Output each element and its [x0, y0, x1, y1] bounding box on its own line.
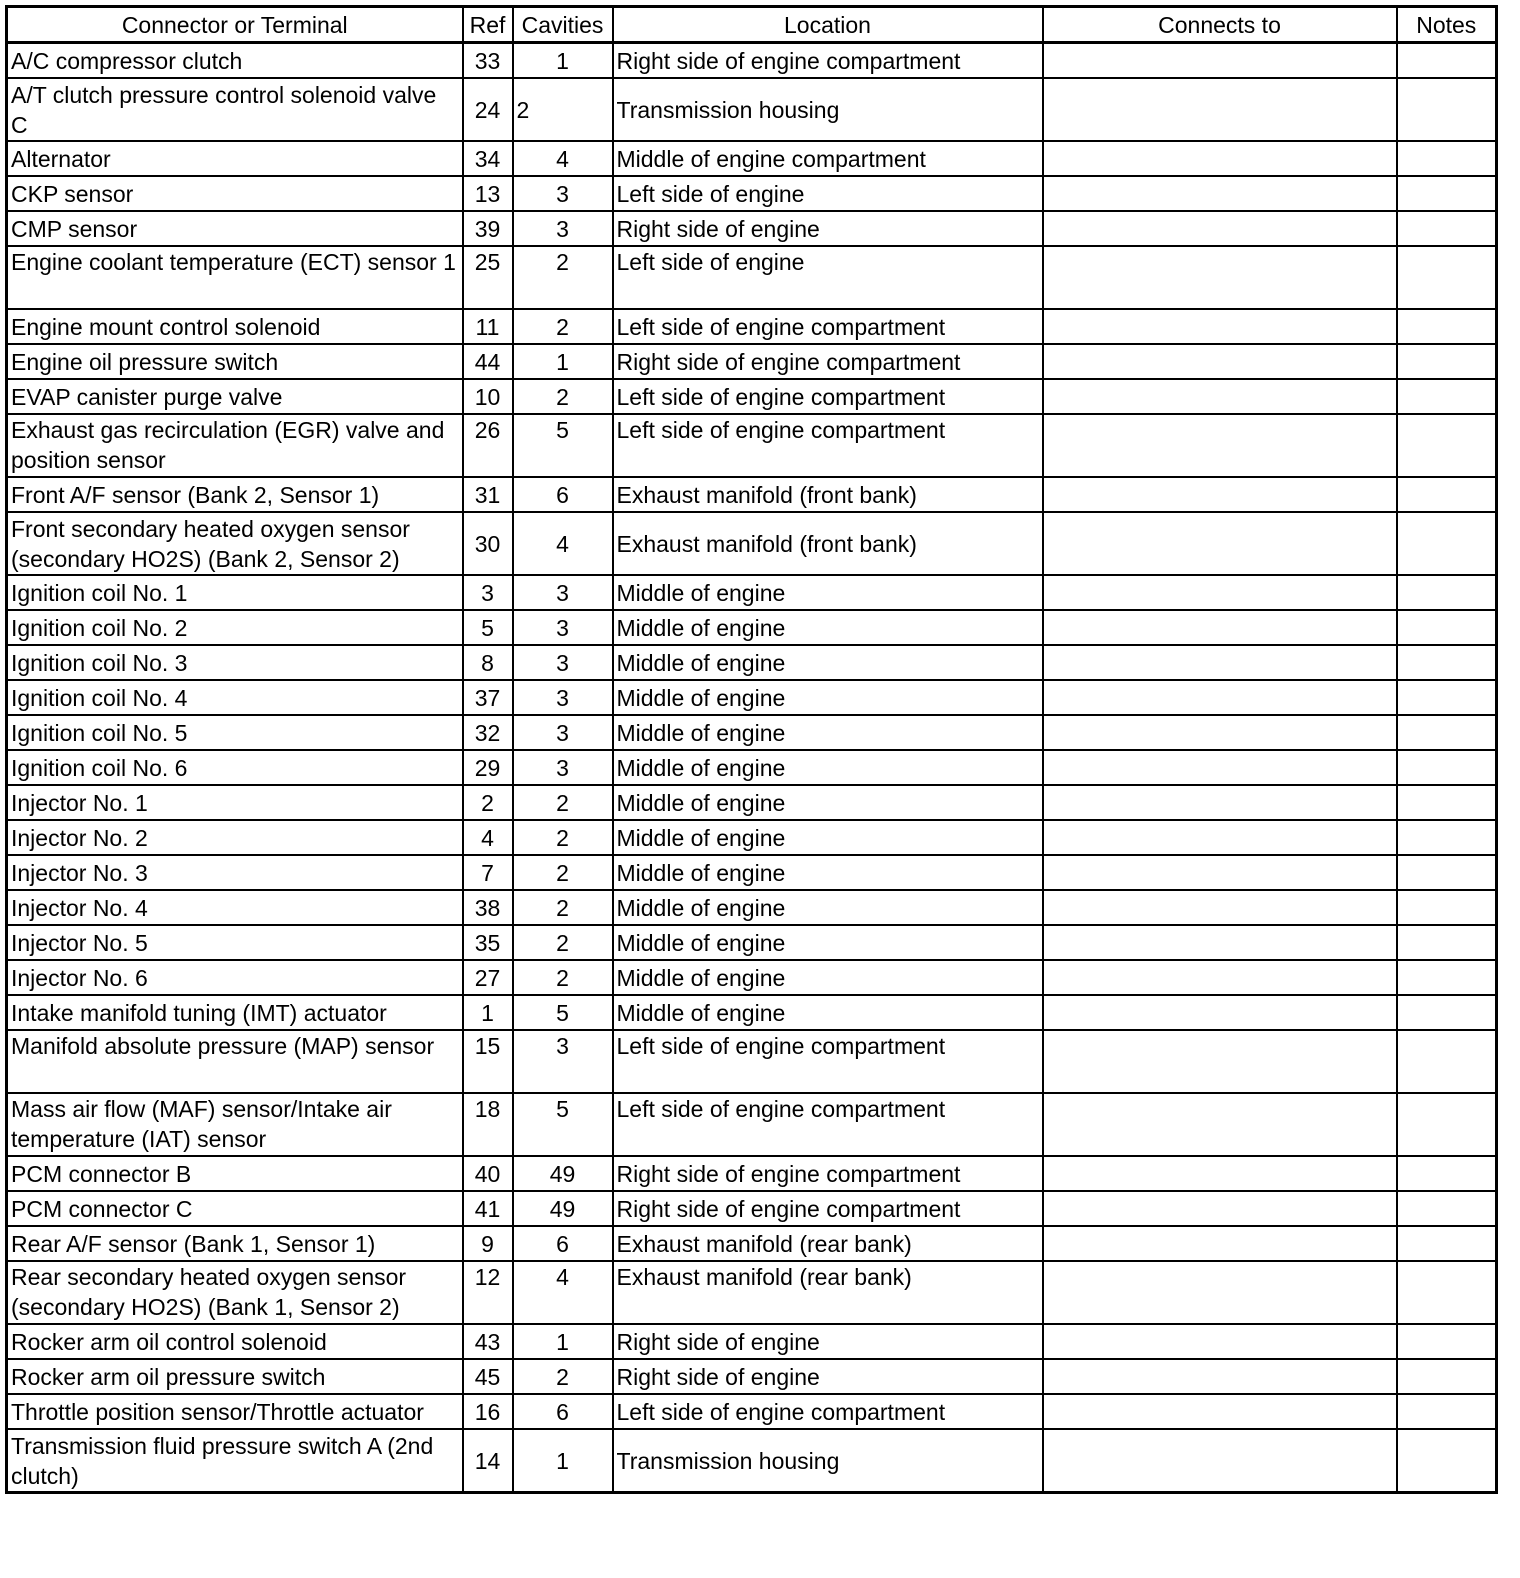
cell-connector: Alternator	[7, 141, 463, 176]
table-row	[7, 645, 1497, 680]
cell-ref: 37	[463, 680, 513, 715]
table-row	[7, 1394, 1497, 1429]
table-row	[7, 1226, 1497, 1261]
cell-ref: 40	[463, 1156, 513, 1191]
cell-connector: Rear secondary heated oxygen sensor (secondary HO2S) (Bank 1, Sensor 2)	[7, 1261, 463, 1324]
table-row	[7, 750, 1497, 785]
cell-connector: Rocker arm oil control solenoid	[7, 1324, 463, 1359]
cell-notes	[1397, 246, 1497, 309]
cell-connector: Rear A/F sensor (Bank 1, Sensor 1)	[7, 1226, 463, 1261]
cell-ref: 25	[463, 246, 513, 309]
cell-cavities: 2	[513, 820, 613, 855]
cell-location: Middle of engine compartment	[613, 141, 1043, 176]
cell-location: Middle of engine	[613, 890, 1043, 925]
cell-connects-to	[1043, 1261, 1397, 1324]
cell-location: Middle of engine	[613, 575, 1043, 610]
cell-connector: Ignition coil No. 2	[7, 610, 463, 645]
cell-location: Left side of engine	[613, 246, 1043, 309]
cell-connector: Engine oil pressure switch	[7, 344, 463, 379]
cell-cavities: 2	[513, 925, 613, 960]
cell-location: Middle of engine	[613, 715, 1043, 750]
cell-connects-to	[1043, 246, 1397, 309]
cell-connects-to	[1043, 414, 1397, 477]
cell-connects-to	[1043, 176, 1397, 211]
cell-ref: 15	[463, 1030, 513, 1093]
table-row	[7, 43, 1497, 79]
cell-location: Left side of engine compartment	[613, 309, 1043, 344]
cell-ref: 16	[463, 1394, 513, 1429]
cell-connects-to	[1043, 477, 1397, 512]
cell-notes	[1397, 715, 1497, 750]
cell-ref: 45	[463, 1359, 513, 1394]
table-row	[7, 925, 1497, 960]
cell-connector: Engine coolant temperature (ECT) sensor 1	[7, 246, 463, 309]
cell-ref: 30	[463, 512, 513, 575]
col-header-notes: Notes	[1397, 7, 1497, 43]
table-row	[7, 211, 1497, 246]
cell-connector: Front A/F sensor (Bank 2, Sensor 1)	[7, 477, 463, 512]
cell-notes	[1397, 1226, 1497, 1261]
cell-notes	[1397, 610, 1497, 645]
cell-location: Middle of engine	[613, 855, 1043, 890]
cell-ref: 34	[463, 141, 513, 176]
cell-ref: 9	[463, 1226, 513, 1261]
cell-cavities: 3	[513, 645, 613, 680]
cell-notes	[1397, 1261, 1497, 1324]
cell-cavities: 49	[513, 1156, 613, 1191]
cell-connects-to	[1043, 1093, 1397, 1156]
table-row	[7, 1191, 1497, 1226]
cell-location: Exhaust manifold (rear bank)	[613, 1226, 1043, 1261]
cell-location: Middle of engine	[613, 785, 1043, 820]
cell-notes	[1397, 309, 1497, 344]
cell-location: Middle of engine	[613, 960, 1043, 995]
table-row	[7, 855, 1497, 890]
cell-connector: Ignition coil No. 4	[7, 680, 463, 715]
cell-cavities: 3	[513, 1030, 613, 1093]
cell-location: Middle of engine	[613, 610, 1043, 645]
table-row	[7, 960, 1497, 995]
cell-connects-to	[1043, 575, 1397, 610]
table-row	[7, 1429, 1497, 1493]
cell-cavities: 6	[513, 1226, 613, 1261]
cell-cavities: 2	[513, 1359, 613, 1394]
cell-location: Right side of engine compartment	[613, 1191, 1043, 1226]
cell-connector: Front secondary heated oxygen sensor (secondary HO2S) (Bank 2, Sensor 2)	[7, 512, 463, 575]
cell-ref: 32	[463, 715, 513, 750]
cell-location: Right side of engine	[613, 1324, 1043, 1359]
cell-ref: 35	[463, 925, 513, 960]
cell-notes	[1397, 1359, 1497, 1394]
table-row	[7, 141, 1497, 176]
cell-notes	[1397, 785, 1497, 820]
cell-cavities: 5	[513, 414, 613, 477]
cell-ref: 27	[463, 960, 513, 995]
cell-cavities: 4	[513, 512, 613, 575]
cell-connects-to	[1043, 680, 1397, 715]
cell-notes	[1397, 1324, 1497, 1359]
cell-ref: 4	[463, 820, 513, 855]
cell-connector: Intake manifold tuning (IMT) actuator	[7, 995, 463, 1030]
cell-connector: Engine mount control solenoid	[7, 309, 463, 344]
cell-cavities: 3	[513, 715, 613, 750]
cell-cavities: 5	[513, 1093, 613, 1156]
cell-location: Transmission housing	[613, 1429, 1043, 1493]
col-header-ref: Ref	[463, 7, 513, 43]
cell-connects-to	[1043, 750, 1397, 785]
cell-connects-to	[1043, 715, 1397, 750]
cell-cavities: 4	[513, 141, 613, 176]
cell-connector: Throttle position sensor/Throttle actuator	[7, 1394, 463, 1429]
cell-location: Right side of engine compartment	[613, 43, 1043, 79]
cell-location: Middle of engine	[613, 645, 1043, 680]
cell-ref: 12	[463, 1261, 513, 1324]
cell-cavities: 1	[513, 43, 613, 79]
cell-ref: 10	[463, 379, 513, 414]
cell-connector: Injector No. 5	[7, 925, 463, 960]
cell-location: Middle of engine	[613, 995, 1043, 1030]
table-row	[7, 1324, 1497, 1359]
cell-cavities: 1	[513, 1324, 613, 1359]
cell-connects-to	[1043, 610, 1397, 645]
table-row	[7, 1359, 1497, 1394]
cell-connects-to	[1043, 1394, 1397, 1429]
cell-connector: PCM connector C	[7, 1191, 463, 1226]
cell-connects-to	[1043, 211, 1397, 246]
cell-notes	[1397, 995, 1497, 1030]
header-row	[7, 7, 1497, 43]
cell-ref: 7	[463, 855, 513, 890]
cell-ref: 11	[463, 309, 513, 344]
cell-location: Middle of engine	[613, 750, 1043, 785]
cell-connector: Ignition coil No. 3	[7, 645, 463, 680]
cell-ref: 44	[463, 344, 513, 379]
cell-connects-to	[1043, 890, 1397, 925]
cell-location: Left side of engine compartment	[613, 379, 1043, 414]
cell-connects-to	[1043, 1359, 1397, 1394]
table-row	[7, 1156, 1497, 1191]
cell-cavities: 3	[513, 750, 613, 785]
table-row	[7, 680, 1497, 715]
table-row	[7, 512, 1497, 575]
cell-cavities: 49	[513, 1191, 613, 1226]
cell-cavities: 2	[513, 890, 613, 925]
cell-connector: Ignition coil No. 1	[7, 575, 463, 610]
table-row	[7, 820, 1497, 855]
cell-notes	[1397, 575, 1497, 610]
cell-connector: Exhaust gas recirculation (EGR) valve and position sensor	[7, 414, 463, 477]
cell-ref: 31	[463, 477, 513, 512]
cell-notes	[1397, 141, 1497, 176]
cell-cavities: 2	[513, 960, 613, 995]
cell-location: Left side of engine compartment	[613, 1394, 1043, 1429]
cell-ref: 14	[463, 1429, 513, 1493]
cell-notes	[1397, 176, 1497, 211]
table-row	[7, 1261, 1497, 1324]
cell-connects-to	[1043, 43, 1397, 79]
cell-cavities: 1	[513, 1429, 613, 1493]
cell-connects-to	[1043, 141, 1397, 176]
cell-cavities: 2	[513, 246, 613, 309]
cell-connects-to	[1043, 309, 1397, 344]
cell-cavities: 4	[513, 1261, 613, 1324]
table-row	[7, 309, 1497, 344]
cell-notes	[1397, 344, 1497, 379]
cell-connects-to	[1043, 925, 1397, 960]
cell-cavities: 3	[513, 575, 613, 610]
cell-connector: Transmission fluid pressure switch A (2nd clutch)	[7, 1429, 463, 1493]
table-row	[7, 78, 1497, 141]
cell-connects-to	[1043, 960, 1397, 995]
cell-ref: 5	[463, 610, 513, 645]
cell-cavities: 3	[513, 176, 613, 211]
cell-notes	[1397, 379, 1497, 414]
table-row	[7, 344, 1497, 379]
cell-notes	[1397, 414, 1497, 477]
cell-connector: Injector No. 3	[7, 855, 463, 890]
cell-connects-to	[1043, 855, 1397, 890]
cell-cavities: 3	[513, 610, 613, 645]
cell-ref: 26	[463, 414, 513, 477]
cell-notes	[1397, 1030, 1497, 1093]
connector-table	[5, 5, 1498, 1494]
cell-ref: 8	[463, 645, 513, 680]
cell-cavities: 2	[513, 785, 613, 820]
cell-location: Middle of engine	[613, 680, 1043, 715]
cell-notes	[1397, 43, 1497, 79]
cell-connects-to	[1043, 995, 1397, 1030]
cell-location: Left side of engine compartment	[613, 1030, 1043, 1093]
cell-notes	[1397, 78, 1497, 141]
table-row	[7, 246, 1497, 309]
table-row	[7, 610, 1497, 645]
cell-notes	[1397, 512, 1497, 575]
cell-notes	[1397, 680, 1497, 715]
table-row	[7, 785, 1497, 820]
cell-connector: A/T clutch pressure control solenoid valve C	[7, 78, 463, 141]
cell-cavities: 6	[513, 1394, 613, 1429]
cell-cavities: 2	[513, 855, 613, 890]
cell-connector: Injector No. 4	[7, 890, 463, 925]
cell-notes	[1397, 1093, 1497, 1156]
col-header-connector: Connector or Terminal	[7, 7, 463, 43]
cell-connector: Rocker arm oil pressure switch	[7, 1359, 463, 1394]
cell-connector: CMP sensor	[7, 211, 463, 246]
table-row	[7, 1030, 1497, 1093]
cell-ref: 24	[463, 78, 513, 141]
cell-connects-to	[1043, 379, 1397, 414]
cell-cavities: 6	[513, 477, 613, 512]
cell-notes	[1397, 820, 1497, 855]
cell-connector: Mass air flow (MAF) sensor/Intake air temperature (IAT) sensor	[7, 1093, 463, 1156]
cell-location: Left side of engine compartment	[613, 1093, 1043, 1156]
cell-notes	[1397, 925, 1497, 960]
cell-location: Right side of engine	[613, 1359, 1043, 1394]
table-row	[7, 414, 1497, 477]
cell-cavities: 3	[513, 680, 613, 715]
cell-location: Transmission housing	[613, 78, 1043, 141]
cell-connects-to	[1043, 1191, 1397, 1226]
col-header-cavities: Cavities	[513, 7, 613, 43]
cell-connects-to	[1043, 785, 1397, 820]
cell-connects-to	[1043, 78, 1397, 141]
cell-connector: Injector No. 6	[7, 960, 463, 995]
cell-cavities: 2	[513, 309, 613, 344]
cell-notes	[1397, 1191, 1497, 1226]
cell-cavities: 1	[513, 344, 613, 379]
cell-location: Right side of engine	[613, 211, 1043, 246]
cell-connector: A/C compressor clutch	[7, 43, 463, 79]
cell-notes	[1397, 1156, 1497, 1191]
cell-location: Left side of engine	[613, 176, 1043, 211]
cell-location: Middle of engine	[613, 820, 1043, 855]
cell-connects-to	[1043, 344, 1397, 379]
cell-cavities: 2	[513, 78, 613, 141]
cell-ref: 1	[463, 995, 513, 1030]
cell-connector: Injector No. 2	[7, 820, 463, 855]
cell-ref: 33	[463, 43, 513, 79]
cell-location: Exhaust manifold (front bank)	[613, 477, 1043, 512]
cell-ref: 41	[463, 1191, 513, 1226]
cell-ref: 38	[463, 890, 513, 925]
cell-connector: CKP sensor	[7, 176, 463, 211]
col-header-location: Location	[613, 7, 1043, 43]
cell-location: Left side of engine compartment	[613, 414, 1043, 477]
cell-connector: Manifold absolute pressure (MAP) sensor	[7, 1030, 463, 1093]
table-row	[7, 995, 1497, 1030]
cell-connector: Ignition coil No. 5	[7, 715, 463, 750]
cell-ref: 18	[463, 1093, 513, 1156]
table-row	[7, 477, 1497, 512]
cell-ref: 39	[463, 211, 513, 246]
cell-cavities: 5	[513, 995, 613, 1030]
table-row	[7, 176, 1497, 211]
cell-connects-to	[1043, 1156, 1397, 1191]
table-row	[7, 890, 1497, 925]
cell-connects-to	[1043, 1030, 1397, 1093]
cell-connects-to	[1043, 1226, 1397, 1261]
cell-notes	[1397, 645, 1497, 680]
cell-ref: 43	[463, 1324, 513, 1359]
cell-notes	[1397, 750, 1497, 785]
cell-ref: 2	[463, 785, 513, 820]
cell-notes	[1397, 960, 1497, 995]
cell-connector: EVAP canister purge valve	[7, 379, 463, 414]
cell-location: Right side of engine compartment	[613, 344, 1043, 379]
cell-connector: PCM connector B	[7, 1156, 463, 1191]
cell-location: Middle of engine	[613, 925, 1043, 960]
cell-notes	[1397, 855, 1497, 890]
table-row	[7, 715, 1497, 750]
col-header-connects-to: Connects to	[1043, 7, 1397, 43]
cell-ref: 13	[463, 176, 513, 211]
cell-connects-to	[1043, 512, 1397, 575]
cell-notes	[1397, 890, 1497, 925]
cell-location: Right side of engine compartment	[613, 1156, 1043, 1191]
cell-connects-to	[1043, 1429, 1397, 1493]
cell-ref: 29	[463, 750, 513, 785]
cell-connects-to	[1043, 645, 1397, 680]
cell-notes	[1397, 1394, 1497, 1429]
table-row	[7, 379, 1497, 414]
cell-cavities: 3	[513, 211, 613, 246]
cell-notes	[1397, 477, 1497, 512]
cell-connector: Injector No. 1	[7, 785, 463, 820]
table-row	[7, 1093, 1497, 1156]
cell-ref: 3	[463, 575, 513, 610]
cell-location: Exhaust manifold (front bank)	[613, 512, 1043, 575]
cell-location: Exhaust manifold (rear bank)	[613, 1261, 1043, 1324]
cell-cavities: 2	[513, 379, 613, 414]
cell-connects-to	[1043, 820, 1397, 855]
cell-connects-to	[1043, 1324, 1397, 1359]
cell-notes	[1397, 1429, 1497, 1493]
cell-notes	[1397, 211, 1497, 246]
table-row	[7, 575, 1497, 610]
cell-connector: Ignition coil No. 6	[7, 750, 463, 785]
